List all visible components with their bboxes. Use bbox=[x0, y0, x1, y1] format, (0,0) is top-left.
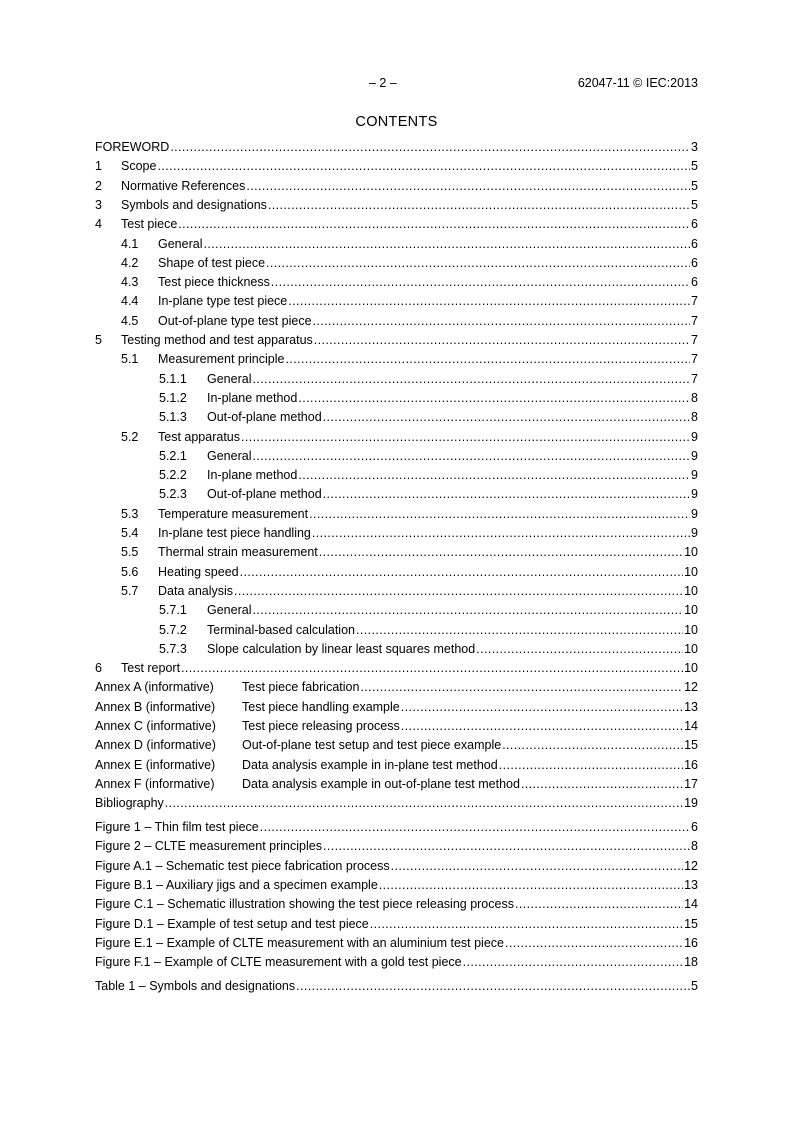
dot-leader bbox=[499, 758, 683, 773]
toc-entry-number: 6 bbox=[95, 661, 102, 676]
toc-entry-title: Data analysis bbox=[158, 583, 234, 598]
toc-entry-number: 4.1 bbox=[121, 236, 139, 251]
toc-entry-page: 5 bbox=[691, 159, 698, 174]
toc-entry-page: 7 bbox=[691, 333, 698, 347]
toc-entry-page: 15 bbox=[684, 738, 698, 753]
dot-leader bbox=[252, 449, 690, 464]
dot-leader bbox=[298, 391, 690, 406]
toc-entry-number: Annex B (informative) bbox=[95, 699, 216, 714]
toc-entry[interactable] bbox=[95, 699, 698, 715]
toc-entry[interactable] bbox=[95, 776, 698, 792]
dot-leader bbox=[288, 294, 690, 309]
toc-entry-page: 15 bbox=[684, 916, 698, 931]
toc-entry-page: 7 bbox=[691, 294, 698, 309]
toc-entry-page: 10 bbox=[684, 545, 698, 560]
toc-entry-title: Figure F.1 – Example of CLTE measurement with a gold test piece bbox=[95, 955, 462, 970]
toc-entry-page: 18 bbox=[684, 955, 698, 970]
toc-entry-title: Figure D.1 – Example of test setup and test piece bbox=[95, 916, 369, 931]
toc-entry-page: 10 bbox=[684, 661, 698, 676]
dot-leader bbox=[157, 159, 690, 174]
toc-entry-title: General bbox=[158, 236, 203, 251]
toc-entry-number: 5.7.1 bbox=[159, 603, 187, 618]
dot-leader bbox=[319, 545, 683, 560]
toc-entry-title: Test apparatus bbox=[158, 429, 240, 444]
dot-leader bbox=[165, 796, 683, 811]
toc-entry-title: Terminal-based calculation bbox=[207, 622, 355, 637]
toc-entry-number: Annex A (informative) bbox=[95, 680, 214, 695]
toc-entry[interactable] bbox=[95, 216, 698, 232]
toc-entry-page: 9 bbox=[691, 429, 698, 444]
toc-entry[interactable] bbox=[159, 448, 698, 464]
toc-entry-page: 14 bbox=[684, 897, 698, 912]
dot-leader bbox=[296, 979, 690, 994]
toc-entry-page: 3 bbox=[691, 140, 698, 154]
toc-entry[interactable] bbox=[95, 332, 698, 348]
toc-entry-title: General bbox=[207, 371, 252, 386]
toc-entry-number: 5.2.1 bbox=[159, 448, 187, 463]
toc-entry-page: 13 bbox=[684, 699, 698, 714]
toc-entry[interactable] bbox=[95, 819, 698, 835]
toc-entry[interactable] bbox=[159, 409, 698, 425]
toc-entry-title: Slope calculation by linear least squares method bbox=[207, 641, 476, 656]
toc-entry-page: 12 bbox=[684, 680, 698, 695]
toc-entry-page: 13 bbox=[684, 877, 698, 892]
dot-leader bbox=[505, 936, 683, 951]
toc-entry-title: Out-of-plane type test piece bbox=[158, 313, 312, 328]
toc-entry[interactable] bbox=[95, 679, 698, 695]
toc-entry-page: 17 bbox=[684, 776, 698, 791]
dot-leader bbox=[271, 275, 690, 290]
toc-entry-number: 5.2.3 bbox=[159, 487, 187, 502]
toc-entry[interactable] bbox=[95, 935, 698, 951]
toc-entry-number: 5.2 bbox=[121, 429, 139, 444]
toc-entry-title: General bbox=[207, 603, 252, 618]
toc-entry-title: Test piece thickness bbox=[158, 275, 270, 290]
toc-entry[interactable] bbox=[95, 139, 698, 155]
dot-leader bbox=[521, 777, 683, 792]
dot-leader bbox=[323, 839, 690, 854]
toc-entry[interactable] bbox=[95, 158, 698, 174]
toc-entry[interactable] bbox=[121, 255, 698, 271]
toc-entry-page: 8 bbox=[691, 839, 698, 854]
toc-entry-number: 5.7 bbox=[121, 583, 139, 598]
toc-entry-title: Thermal strain measurement bbox=[158, 545, 318, 560]
toc-entry-title: Figure C.1 – Schematic illustration showing the test piece releasing process bbox=[95, 897, 514, 912]
toc-entry[interactable] bbox=[95, 877, 698, 893]
dot-leader bbox=[401, 719, 683, 734]
toc-entry-number: Annex E (informative) bbox=[95, 757, 216, 772]
dot-leader bbox=[502, 738, 683, 753]
toc-entry-page: 7 bbox=[691, 313, 698, 328]
toc-entry[interactable] bbox=[95, 858, 698, 874]
toc-entry[interactable] bbox=[121, 274, 698, 290]
toc-entry[interactable] bbox=[121, 313, 698, 329]
dot-leader bbox=[323, 410, 690, 425]
toc-entry-number: 4.3 bbox=[121, 275, 139, 290]
toc-entry-number: 5.1 bbox=[121, 352, 139, 367]
toc-entry[interactable] bbox=[121, 583, 698, 599]
toc-entry-page: 10 bbox=[684, 583, 698, 598]
toc-entry-title: Scope bbox=[121, 159, 157, 174]
dot-leader bbox=[203, 237, 690, 252]
dot-leader bbox=[313, 314, 690, 329]
toc-entry-title: Test report bbox=[121, 661, 181, 676]
toc-entry-title: FOREWORD bbox=[95, 140, 170, 154]
toc-entry-title: Data analysis example in out-of-plane test method bbox=[242, 776, 520, 791]
toc-entry[interactable] bbox=[95, 660, 698, 676]
toc-entry[interactable] bbox=[121, 236, 698, 252]
dot-leader bbox=[356, 623, 683, 638]
toc-entry-number: 5.4 bbox=[121, 526, 139, 540]
toc-entry[interactable] bbox=[95, 737, 698, 753]
toc-entry[interactable] bbox=[95, 838, 698, 854]
toc-entry-title: Out-of-plane test setup and test piece example bbox=[242, 738, 502, 753]
toc-entry-title: Temperature measurement bbox=[158, 506, 309, 521]
toc-entry-page: 7 bbox=[691, 352, 698, 367]
toc-entry-title: In-plane method bbox=[207, 390, 298, 405]
toc-entry-page: 14 bbox=[684, 719, 698, 733]
dot-leader bbox=[370, 917, 683, 932]
toc-entry-page: 6 bbox=[691, 275, 698, 290]
dot-leader bbox=[515, 897, 683, 912]
toc-entry-title: Figure B.1 – Auxiliary jigs and a specimen example bbox=[95, 877, 378, 892]
toc-entry-title: Symbols and designations bbox=[121, 197, 267, 212]
toc-entry-title: General bbox=[207, 448, 252, 463]
toc-entry-title: Heating speed bbox=[158, 564, 239, 579]
toc-entry-page: 10 bbox=[684, 564, 698, 579]
toc-entry[interactable] bbox=[95, 178, 698, 194]
dot-leader bbox=[312, 526, 690, 541]
toc-entry-number: 2 bbox=[95, 178, 102, 193]
dot-leader bbox=[323, 487, 690, 502]
toc-entry-page: 12 bbox=[684, 858, 698, 873]
toc-entry-number: 5.3 bbox=[121, 506, 139, 521]
toc-entry[interactable] bbox=[121, 544, 698, 560]
dot-leader bbox=[178, 217, 690, 232]
toc-entry[interactable] bbox=[159, 486, 698, 502]
toc-entry-title: Out-of-plane method bbox=[207, 487, 322, 502]
toc-entry-number: 1 bbox=[95, 159, 102, 174]
toc-entry-number: 5.6 bbox=[121, 564, 139, 579]
document-reference: 62047-11 © IEC:2013 bbox=[577, 76, 698, 90]
dot-leader bbox=[240, 565, 683, 580]
toc-entry-page: 10 bbox=[684, 641, 698, 656]
dot-leader bbox=[309, 507, 690, 522]
toc-entry-number: Annex C (informative) bbox=[95, 719, 216, 733]
toc-entry[interactable] bbox=[95, 757, 698, 773]
toc-entry-title: Out-of-plane method bbox=[207, 410, 322, 425]
toc-entry-page: 6 bbox=[691, 217, 698, 232]
toc-entry-title: Test piece handling example bbox=[242, 699, 400, 714]
dot-leader bbox=[360, 680, 683, 695]
toc-entry-page: 9 bbox=[691, 526, 698, 540]
toc-entry[interactable] bbox=[159, 641, 698, 657]
toc-entry-page: 8 bbox=[691, 390, 698, 405]
dot-leader bbox=[252, 603, 683, 618]
toc-entry-title: Table 1 – Symbols and designations bbox=[95, 978, 296, 993]
toc-entry-page: 19 bbox=[684, 796, 698, 811]
toc-entry-page: 6 bbox=[691, 820, 698, 834]
dot-leader bbox=[401, 700, 683, 715]
dot-leader bbox=[379, 878, 683, 893]
toc-entry-number: Annex F (informative) bbox=[95, 776, 215, 791]
toc-entry[interactable] bbox=[121, 506, 698, 522]
toc-entry[interactable] bbox=[95, 896, 698, 912]
toc-entry-page: 5 bbox=[691, 978, 698, 993]
toc-entry-title: Test piece fabrication bbox=[242, 680, 360, 695]
toc-entry[interactable] bbox=[95, 916, 698, 932]
dot-leader bbox=[391, 859, 684, 874]
toc-entry-page: 6 bbox=[691, 255, 698, 270]
page-number: – 2 – bbox=[369, 76, 397, 90]
toc-entry[interactable] bbox=[159, 467, 698, 483]
toc-entry-page: 9 bbox=[691, 448, 698, 463]
dot-leader bbox=[268, 198, 690, 213]
page-title: CONTENTS bbox=[355, 114, 438, 130]
dot-leader bbox=[234, 584, 683, 599]
toc-entry-page: 16 bbox=[684, 757, 698, 772]
toc-entry-page: 5 bbox=[691, 197, 698, 212]
toc-entry-title: In-plane method bbox=[207, 468, 298, 483]
toc-entry-title: Testing method and test apparatus bbox=[121, 333, 313, 347]
toc-entry[interactable] bbox=[121, 525, 698, 541]
toc-entry-page: 9 bbox=[691, 506, 698, 521]
toc-entry-number: 4.4 bbox=[121, 294, 139, 309]
toc-entry-page: 9 bbox=[691, 468, 698, 483]
toc-entry-title: Test piece bbox=[121, 217, 178, 232]
toc-entry-number: 5.1.3 bbox=[159, 410, 187, 425]
toc-entry[interactable] bbox=[159, 371, 698, 387]
toc-entry-title: Shape of test piece bbox=[158, 255, 266, 270]
toc-entry[interactable] bbox=[159, 602, 698, 618]
toc-entry-title: In-plane test piece handling bbox=[158, 526, 311, 540]
toc-entry[interactable] bbox=[95, 718, 698, 734]
toc-entry-title: In-plane type test piece bbox=[158, 294, 288, 309]
dot-leader bbox=[170, 140, 690, 155]
toc-entry-page: 5 bbox=[691, 178, 698, 193]
dot-leader bbox=[266, 256, 690, 271]
toc-entry-title: Figure 2 – CLTE measurement principles bbox=[95, 839, 322, 854]
toc-entry-number: 4.5 bbox=[121, 313, 139, 328]
toc-entry-page: 16 bbox=[684, 935, 698, 950]
dot-leader bbox=[241, 430, 690, 445]
toc-entry-title: Figure A.1 – Schematic test piece fabrication process bbox=[95, 858, 390, 873]
toc-entry[interactable] bbox=[95, 197, 698, 213]
toc-entry-page: 7 bbox=[691, 371, 698, 386]
toc-entry-title: Figure 1 – Thin film test piece bbox=[95, 820, 259, 834]
toc-entry[interactable] bbox=[159, 622, 698, 638]
toc-entry-title: Test piece releasing process bbox=[242, 719, 400, 733]
toc-entry-page: 8 bbox=[691, 410, 698, 425]
toc-entry-number: Annex D (informative) bbox=[95, 738, 216, 753]
toc-entry[interactable] bbox=[121, 351, 698, 367]
toc-entry-number: 5 bbox=[95, 333, 102, 347]
toc-entry-number: 5.2.2 bbox=[159, 468, 187, 483]
toc-entry-number: 4.2 bbox=[121, 255, 139, 270]
toc-entry-number: 5.7.2 bbox=[159, 622, 187, 637]
toc-entry-title: Figure E.1 – Example of CLTE measurement with an aluminium test piece bbox=[95, 935, 504, 950]
toc-entry-number: 5.5 bbox=[121, 545, 139, 560]
toc-entry[interactable] bbox=[95, 795, 698, 811]
dot-leader bbox=[246, 179, 690, 194]
toc-entry[interactable] bbox=[95, 954, 698, 970]
toc-entry-title: Measurement principle bbox=[158, 352, 285, 367]
dot-leader bbox=[476, 642, 683, 657]
toc-entry-page: 6 bbox=[691, 236, 698, 251]
toc-entry-page: 10 bbox=[684, 622, 698, 637]
dot-leader bbox=[463, 955, 683, 970]
dot-leader bbox=[260, 820, 690, 835]
toc-entry[interactable] bbox=[95, 978, 698, 994]
dot-leader bbox=[285, 352, 690, 367]
toc-entry-page: 9 bbox=[691, 487, 698, 502]
toc-entry-number: 5.1.2 bbox=[159, 390, 187, 405]
toc-entry-page: 10 bbox=[684, 603, 698, 618]
toc-entry-number: 4 bbox=[95, 217, 102, 232]
dot-leader bbox=[314, 333, 690, 348]
dot-leader bbox=[252, 372, 690, 387]
dot-leader bbox=[181, 661, 683, 676]
toc-entry-number: 5.7.3 bbox=[159, 641, 187, 656]
toc-entry-title: Normative References bbox=[121, 178, 246, 193]
toc-entry-title: Bibliography bbox=[95, 796, 164, 811]
toc-entry-title: Data analysis example in in-plane test method bbox=[242, 757, 498, 772]
toc-entry[interactable] bbox=[159, 390, 698, 406]
toc-entry[interactable] bbox=[121, 293, 698, 309]
dot-leader bbox=[298, 468, 690, 483]
toc-entry[interactable] bbox=[121, 429, 698, 445]
toc-entry-number: 3 bbox=[95, 197, 102, 212]
toc-entry-number: 5.1.1 bbox=[159, 371, 187, 386]
toc-entry[interactable] bbox=[121, 564, 698, 580]
